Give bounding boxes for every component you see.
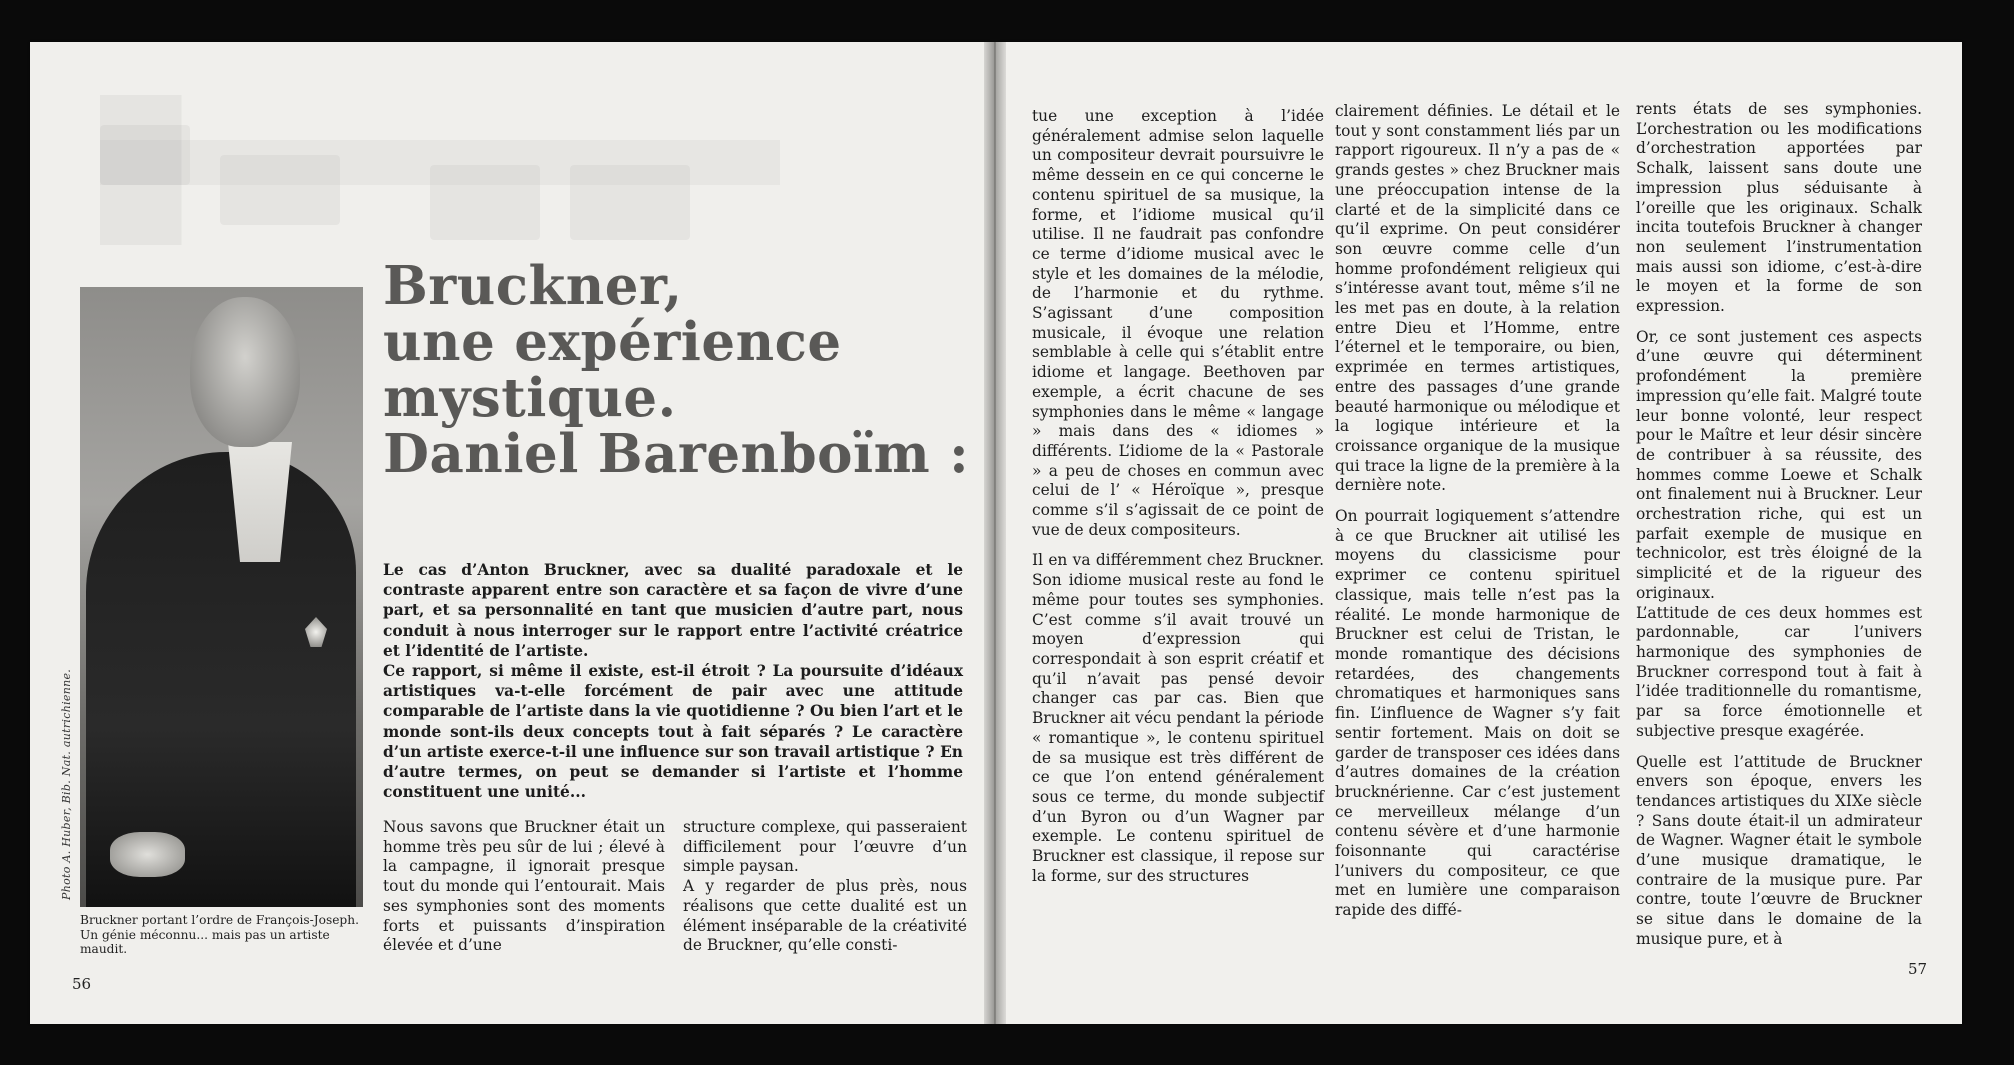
title-line: Daniel Barenboïm :	[383, 423, 970, 485]
bruckner-portrait-photo	[80, 287, 363, 907]
page-number-right: 57	[1908, 960, 1928, 978]
right-column-2	[1335, 102, 1620, 921]
body-paragraph: L’attitude de ces deux hommes est pardonnable, car l’univers harmonique des symphonies de Bruckner correspond tout à fait à l’idée traditionnelle du romantisme, par sa force émotionnelle et subjective presque exagérée.	[1636, 603, 1922, 740]
intro-paragraphs	[383, 560, 963, 802]
photo-credit: Photo A. Huber, Bib. Nat. autrichienne.	[60, 668, 73, 900]
portrait-head	[190, 297, 300, 447]
intro-paragraph: Ce rapport, si même il existe, est-il étroit ? La poursuite d’idéaux artistiques va-t-elle forcément de pair avec une attitude comparable de l’artiste dans la vie quotidienne ? Ou bien l’art et le monde sont-ils deux concepts tout à fait séparés ? Le caractère d’un artiste exerce-t-il une influence sur son travail artistique ? En d’autre termes, on peut se demander si l’artiste et l’homme constituent une unité...	[383, 662, 963, 802]
title-line: Bruckner,	[383, 255, 683, 317]
show-through-ghost	[100, 95, 780, 245]
body-paragraph: Il en va différemment chez Bruckner. Son idiome musical reste au fond le même pour toutes ses symphonies. C’est comme s’il avait trouvé un moyen d’expression qui correspondait à son esprit créatif et qu’il n’avait pas pensé devoir changer cas par cas. Bien que Bruckner ait vécu pendant la période « romantique », le contenu spirituel de sa musique est très différent de ce que l’on entend généralement sous ce terme, du monde subjectif d’un Byron ou d’un Wagner par exemple. Le contenu spirituel de Bruckner est classique, il repose sur la forme, sur des structures	[1032, 551, 1324, 885]
right-column-1	[1032, 107, 1324, 886]
body-paragraph: Nous savons que Bruckner était un homme très peu sûr de lui ; élevé à la campagne, il ignorait presque tout du monde qui l’entourait. Mais ses symphonies sont des moments forts et puissants d’inspiration élevée et d’une	[383, 818, 665, 955]
right-column-3	[1636, 100, 1922, 950]
left-column-1	[383, 818, 665, 956]
title-line: une expérience	[383, 311, 842, 373]
portrait-hand	[110, 832, 185, 877]
photo-caption: Bruckner portant l’ordre de François-Joseph. Un génie méconnu... mais pas un artiste maudit.	[80, 913, 359, 956]
article-title	[383, 255, 983, 485]
body-paragraph: A y regarder de plus près, nous réalisons que cette dualité est un élément inséparable de la créativité de Bruckner, qu’elle consti-	[683, 877, 967, 955]
body-paragraph: rents états de ses symphonies. L’orchestration ou les modifications d’orchestration apportées par Schalk, laissent sans doute une impression plus séduisante à l’oreille que les originaux. Schalk incita toutefois Bruckner à changer non seulement l’instrumentation mais aussi son idiome, c’est-à-dire le moyen et la forme de son expression.	[1636, 100, 1922, 316]
page-number-left: 56	[72, 975, 92, 993]
body-paragraph: structure complexe, qui passeraient difficilement pour l’œuvre d’un simple paysan.	[683, 818, 967, 876]
body-paragraph: Or, ce sont justement ces aspects d’une œuvre qui déterminent profondément la première impression qu’elle fait. Malgré toute leur bonne volonté, leur respect pour le Maître et leur désir sincère de contribuer à sa réussite, des hommes comme Loewe et Schalk ont finalement nui à Bruckner. Leur orchestration riche, qui est un parfait exemple de musique en technicolor, est très éloigné de la simplicité et de la rigueur des originaux.	[1636, 327, 1922, 602]
title-line: mystique.	[383, 367, 677, 429]
body-paragraph: tue une exception à l’idée généralement admise selon laquelle un compositeur devrait poursuivre le même dessein en ce qui concerne le contenu spirituel de sa musique, la forme, et l’idiome musical qu’il utilise. Il ne faudrait pas confondre ce terme d’idiome musical avec le style et les domaines de la mélodie, de l’harmonie et du rythme. S’agissant d’une composition musicale, il évoque une relation semblable à celle qui s’établit entre idiome et langage. Beethoven par exemple, a écrit chacune de ses symphonies dans le même « langage » mais dans des « idiomes » différents. L’idiome de la « Pastorale » a peu de choses en commun avec celui de l’ « Héroïque », presque comme s’il s’agissait de ce point de vue de deux compositeurs.	[1032, 107, 1324, 539]
body-paragraph: On pourrait logiquement s’attendre à ce que Bruckner ait utilisé les moyens du classicisme pour exprimer ce contenu spirituel classique, mais telle n’est pas la réalité. Le monde harmonique de Bruckner est celui de Tristan, le monde romantique des décisions retardées, des changements chromatiques et harmoniques sans fin. L’influence de Wagner s’y fait sentir fortement. Mais on doit se garder de transposer ces idées dans d’autres domaines de la création brucknérienne. Car c’est justement ce merveilleux mélange d’un contenu sévère et d’une harmonie foisonnante qui caractérise l’univers du compositeur, ce que met en lumière une comparaison rapide des diffé-	[1335, 507, 1620, 920]
book-gutter	[984, 42, 1006, 1024]
intro-paragraph: Le cas d’Anton Bruckner, avec sa dualité paradoxale et le contraste apparent entre son caractère et sa façon de vivre d’une part, et sa personnalité en tant que musicien d’autre part, nous conduit à nous interroger sur le rapport entre l’activité créatrice et l’identité de l’artiste.	[383, 561, 963, 660]
body-paragraph: Quelle est l’attitude de Bruckner envers son époque, envers les tendances artistiques du XIXe siècle ? Sans doute était-il un admirateur de Wagner. Wagner était le symbole d’une musique dramatique, le contraire de la musique pure. Par contre, toute l’œuvre de Bruckner se situe dans le domaine de la musique pure, et à	[1636, 752, 1922, 948]
body-paragraph: clairement définies. Le détail et le tout y sont constamment liés par un rapport rigoureux. Il n’y a pas de « grands gestes » chez Bruckner mais une préoccupation intense de la clarté et de la simplicité dans ce qu’il exprime. On peut considérer son œuvre comme celle d’un homme profondément religieux qui s’intéresse avant tout, même s’il ne les met pas en doute, à la relation entre Dieu et l’Homme, entre l’éternel et le temporaire, ou bien, exprimée en termes artistiques, entre des passages d’une grande beauté harmonique ou mélodique et la logique intérieure et la croissance organique de la musique qui trace la ligne de la première à la dernière note.	[1335, 102, 1620, 495]
left-column-2	[683, 818, 967, 956]
